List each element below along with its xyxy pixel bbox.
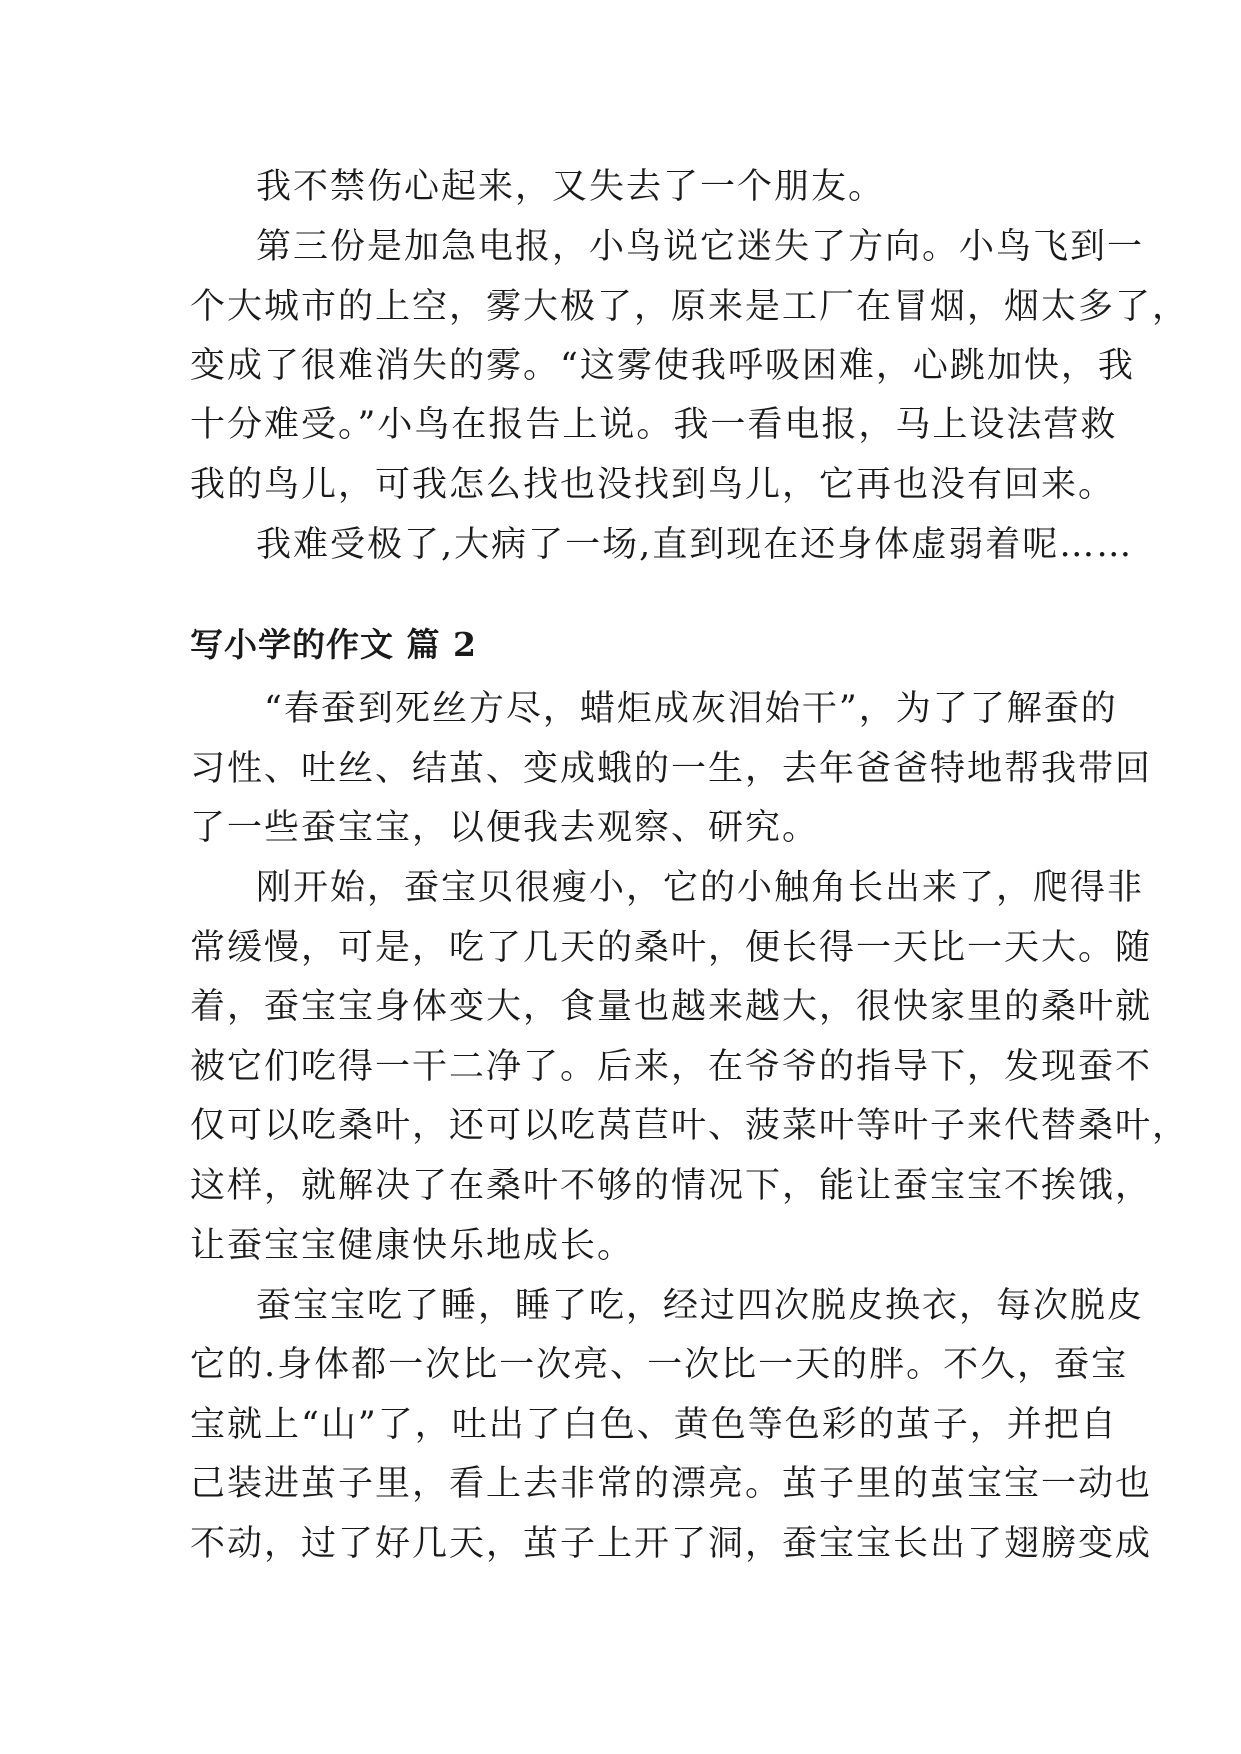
text-line: 我不禁伤心起来，又失去了一个朋友。 (256, 167, 886, 207)
text-line: 刚开始，蚕宝贝很瘦小，它的小触角长出来了，爬得非 (256, 868, 1145, 908)
text-line: 它的.身体都一次比一次亮、一次比一天的胖。不久，蚕宝 (190, 1345, 1129, 1385)
text-line: 被它们吃得一干二净了。后来，在爷爷的指导下，发现蚕不 (190, 1047, 1153, 1087)
text-line: 个大城市的上空，雾大极了，原来是工厂在冒烟，烟太多了， (190, 287, 1190, 327)
text-line: “春蚕到死丝方尽，蜡炬成灰泪始干”，为了了解蚕的 (264, 689, 1118, 729)
text-line: 第三份是加急电报，小鸟说它迷失了方向。小鸟飞到一 (256, 227, 1145, 267)
text-line: 我的鸟儿，可我怎么找也没找到鸟儿，它再也没有回来。 (190, 465, 1116, 505)
text-line: 变成了很难消失的雾。“这雾使我呼吸困难，心跳加快，我 (190, 346, 1135, 386)
section-heading: 写小学的作文 篇 2 (190, 625, 477, 664)
text-line: 十分难受。”小鸟在报告上说。我一看电报，马上设法营救 (190, 405, 1118, 445)
text-line: 习性、吐丝、结茧、变成蛾的一生，去年爸爸特地帮我带回 (190, 749, 1153, 789)
text-line: 己装进茧子里，看上去非常的漂亮。茧子里的茧宝宝一动也 (190, 1464, 1153, 1504)
text-line: 宝就上“山”了，吐出了白色、黄色等色彩的茧子，并把自 (190, 1405, 1118, 1445)
text-line: 了一些蚕宝宝，以便我去观察、研究。 (190, 808, 820, 848)
text-line: 常缓慢，可是，吃了几天的桑叶，便长得一天比一天大。随 (190, 928, 1153, 968)
text-line: 蚕宝宝吃了睡，睡了吃，经过四次脱皮换衣，每次脱皮 (256, 1286, 1145, 1326)
text-line: 我难受极了,大病了一场,直到现在还身体虚弱着呢…… (256, 525, 1134, 565)
text-line: 仅可以吃桑叶，还可以吃莴苣叶、菠菜叶等叶子来代替桑叶， (190, 1106, 1190, 1146)
text-line: 这样，就解决了在桑叶不够的情况下，能让蚕宝宝不挨饿， (190, 1166, 1153, 1206)
text-line: 让蚕宝宝健康快乐地成长。 (190, 1226, 635, 1266)
text-line: 着，蚕宝宝身体变大，食量也越来越大，很快家里的桑叶就 (190, 987, 1153, 1027)
text-line: 不动，过了好几天，茧子上开了洞，蚕宝宝长出了翅膀变成 (190, 1524, 1153, 1564)
